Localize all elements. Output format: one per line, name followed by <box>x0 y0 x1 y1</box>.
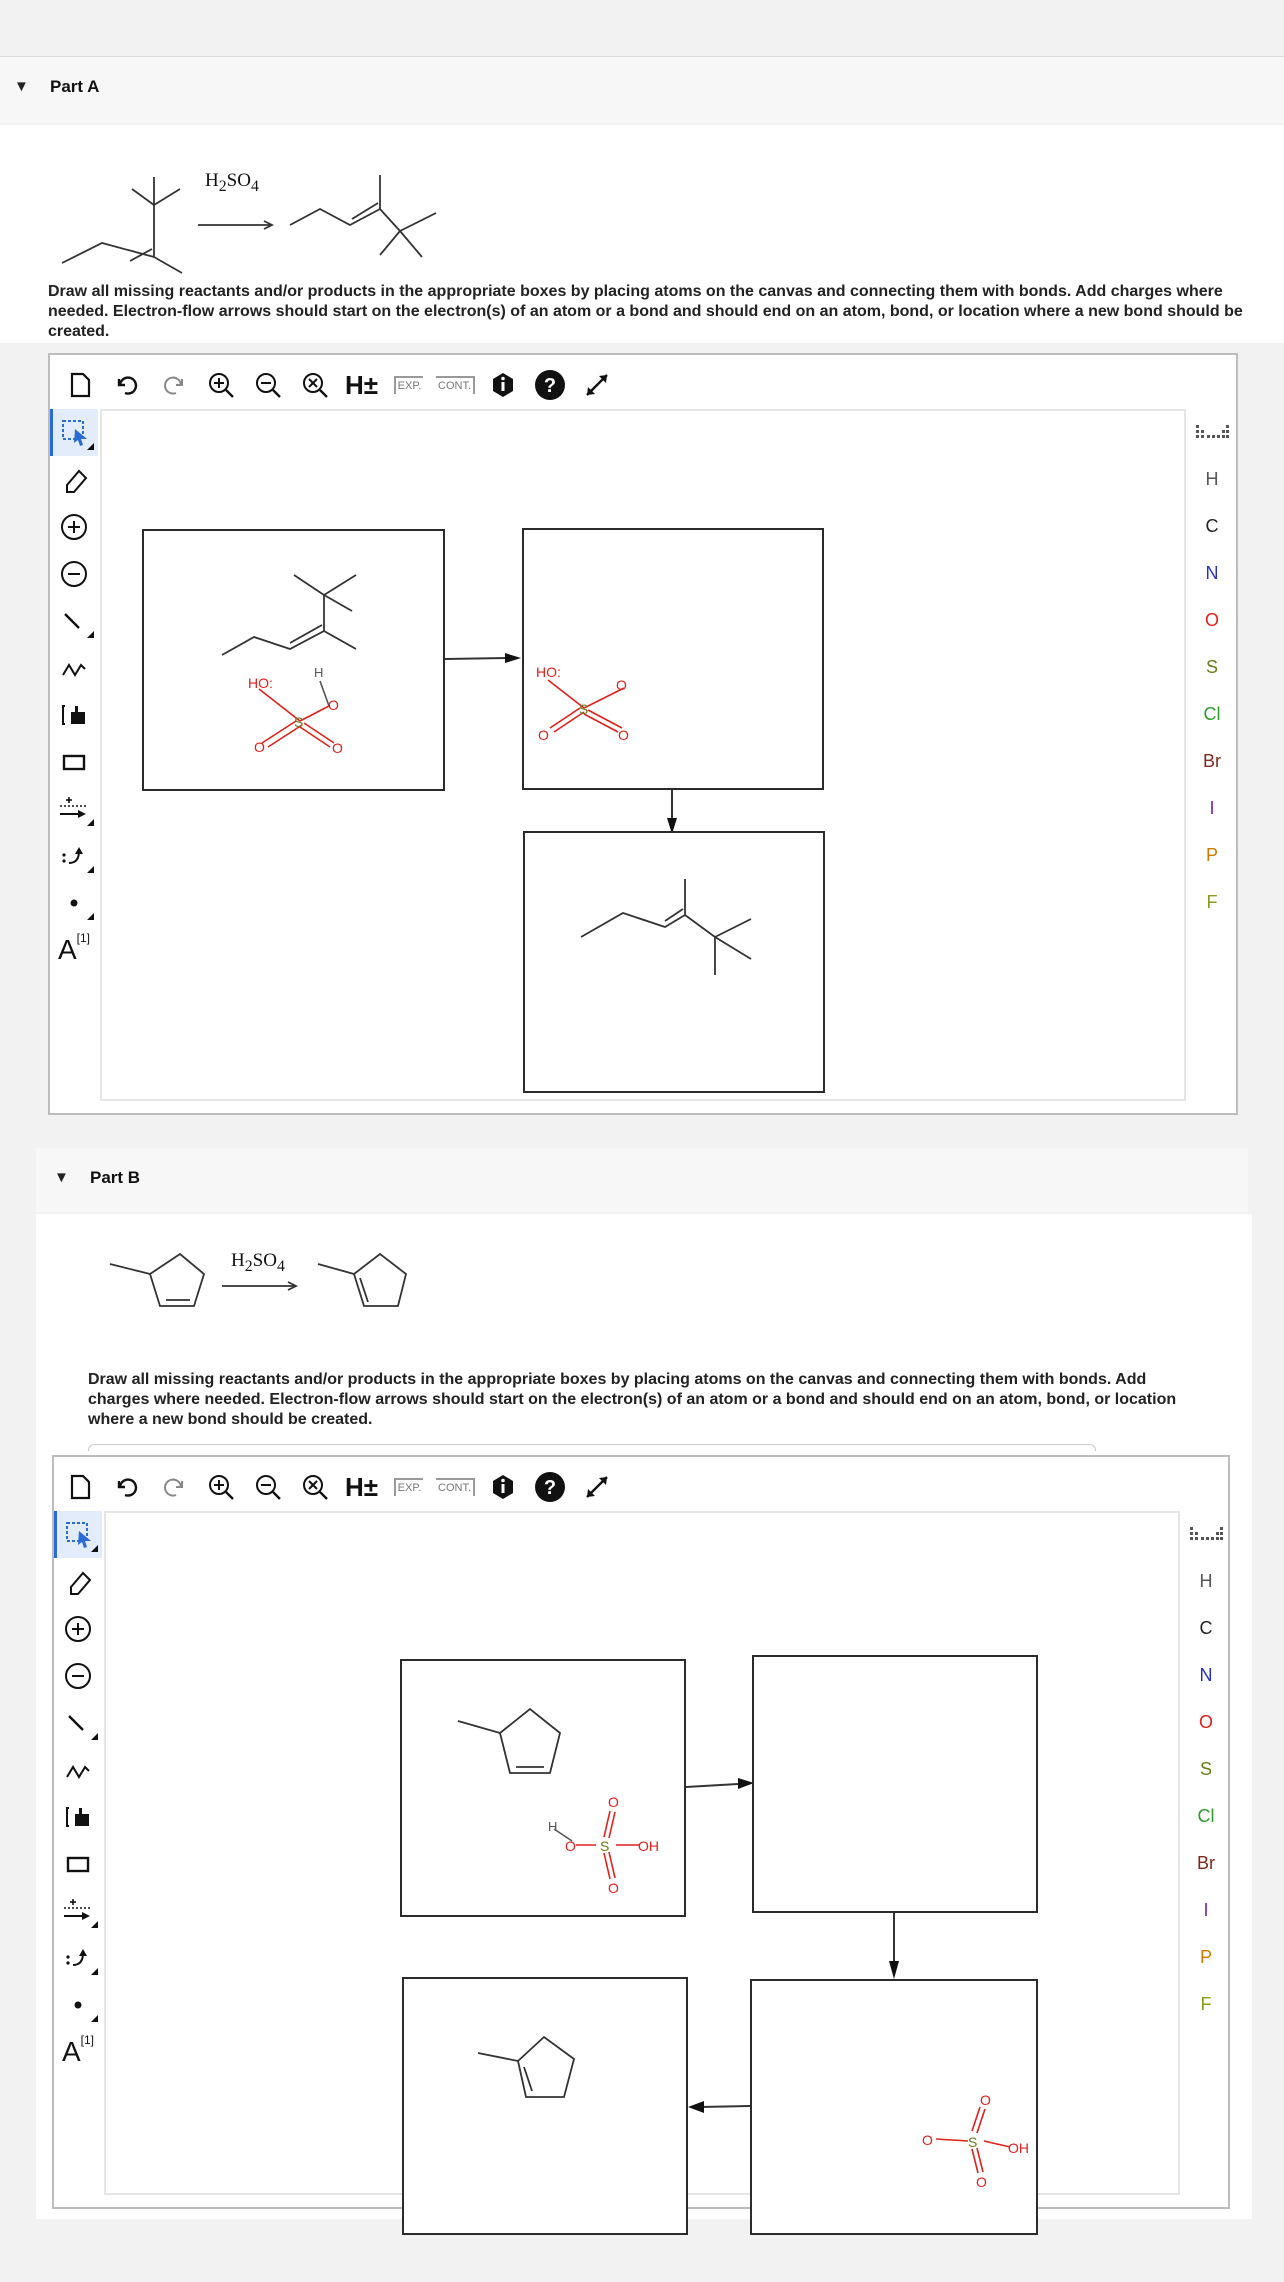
svg-text:O: O <box>565 1838 576 1854</box>
element-palette <box>1192 409 1232 926</box>
reaction-arrow-icon[interactable] <box>54 1887 102 1934</box>
fullscreen-icon[interactable] <box>573 1465 620 1509</box>
svg-text:H: H <box>314 665 324 680</box>
expand-button[interactable]: EXP. <box>385 1465 432 1509</box>
left-toolbar <box>50 409 98 973</box>
radical-dot-icon[interactable] <box>50 879 98 926</box>
collapse-caret-icon[interactable]: ▼ <box>54 1169 69 1186</box>
reactant-molecules <box>402 1661 686 1917</box>
svg-text:S: S <box>579 701 589 717</box>
undo-icon[interactable] <box>103 1465 150 1509</box>
electron-flow-arrow-icon[interactable] <box>54 1934 102 1981</box>
template-tool-icon[interactable] <box>54 1793 102 1840</box>
editor-toolbar <box>56 1465 620 1509</box>
help-icon[interactable] <box>526 1465 573 1509</box>
element-h[interactable]: H <box>1199 1571 1213 1591</box>
svg-text:O: O <box>980 2092 991 2108</box>
element-s[interactable]: S <box>1205 657 1218 677</box>
fullscreen-icon[interactable] <box>573 363 620 407</box>
rectangle-box-icon[interactable] <box>54 1840 102 1887</box>
info-icon[interactable] <box>479 1465 526 1509</box>
negative-charge-icon[interactable] <box>54 1652 102 1699</box>
element-n[interactable]: N <box>1205 563 1219 583</box>
single-bond-icon[interactable] <box>50 597 98 644</box>
svg-text:O: O <box>608 1794 619 1810</box>
svg-text:O: O <box>616 677 627 693</box>
svg-text:OH: OH <box>1008 2140 1029 2156</box>
reaction-arrow-left[interactable] <box>686 2097 752 2117</box>
part-b-reagent: $H_2SO_4$ <box>231 1250 285 1275</box>
svg-text:HO:: HO: <box>536 664 561 680</box>
collapse-caret-icon[interactable]: ▼ <box>14 78 29 95</box>
zoom-reset-icon[interactable] <box>291 1465 338 1509</box>
reaction-arrow-icon[interactable] <box>50 785 98 832</box>
part-b-editor <box>52 1455 1230 2209</box>
element-c[interactable]: C <box>1199 1618 1213 1638</box>
svg-text:OH: OH <box>638 1838 659 1854</box>
element-palette <box>1186 1511 1226 2028</box>
periodic-table-icon[interactable] <box>1192 409 1232 456</box>
zoom-reset-icon[interactable] <box>291 363 338 407</box>
svg-text:?: ? <box>543 1477 556 1499</box>
template-tool-icon[interactable] <box>50 691 98 738</box>
chain-tool-icon[interactable] <box>54 1746 102 1793</box>
undo-icon[interactable] <box>103 363 150 407</box>
element-br[interactable]: Br <box>1203 751 1221 771</box>
svg-text:O: O <box>608 1880 619 1896</box>
part-a-title: Part A <box>50 77 100 96</box>
info-icon[interactable] <box>479 363 526 407</box>
help-icon[interactable] <box>526 363 573 407</box>
part-b-header[interactable] <box>36 1148 1248 1212</box>
expand-button[interactable]: EXP. <box>385 363 432 407</box>
svg-text:O: O <box>332 740 343 756</box>
part-a-editor <box>48 353 1238 1115</box>
text-tool[interactable]: A [1] <box>61 2032 95 2067</box>
svg-text:S: S <box>294 714 304 730</box>
element-s[interactable]: S <box>1199 1759 1212 1779</box>
redo-icon[interactable] <box>150 1465 197 1509</box>
reaction-arrow[interactable] <box>445 649 525 669</box>
svg-text:S: S <box>968 2134 978 2150</box>
element-i[interactable]: I <box>1209 798 1215 818</box>
zoom-in-icon[interactable] <box>197 1465 244 1509</box>
new-document-icon[interactable] <box>56 1465 103 1509</box>
svg-text:O: O <box>328 697 339 713</box>
eraser-icon[interactable] <box>50 456 98 503</box>
radical-dot-icon[interactable] <box>54 1981 102 2028</box>
new-document-icon[interactable] <box>56 363 103 407</box>
product-box[interactable] <box>402 1977 688 2235</box>
svg-text:H: H <box>548 1819 558 1834</box>
svg-text:O: O <box>618 727 629 743</box>
product-box[interactable] <box>523 831 825 1093</box>
reactant-box[interactable] <box>142 529 445 791</box>
element-o[interactable]: O <box>1198 1712 1213 1732</box>
product-molecule <box>404 1979 688 2235</box>
redo-icon[interactable] <box>150 363 197 407</box>
element-f[interactable]: F <box>1200 1994 1212 2014</box>
part-b-instructions: Draw all missing reactants and/or products in the appropriate boxes by placing atoms on the canvas and connecting them with bonds. Add charges where needed. Electron-flow arrows should start on the electron(s) of an atom or a bond and should end on an atom, bond, or location where a new bond should be created. <box>88 1371 1177 1428</box>
text-tool[interactable]: A [1] <box>57 930 91 965</box>
element-cl[interactable]: Cl <box>1197 1806 1215 1826</box>
element-h[interactable]: H <box>1205 469 1219 489</box>
zoom-in-icon[interactable] <box>197 363 244 407</box>
contract-button[interactable]: CONT. <box>432 363 479 407</box>
chain-tool-icon[interactable] <box>50 644 98 691</box>
part-a-instructions: Draw all missing reactants and/or products in the appropriate boxes by placing atoms on the canvas and connecting them with bonds. Add charges where needed. Electron-flow arrows should start on the electron(s) of an atom or a bond and should end on an atom, bond, or location where a new bond should be created. <box>48 283 1243 340</box>
element-p[interactable]: P <box>1199 1947 1212 1967</box>
intermediate-box-2[interactable] <box>750 1979 1038 2235</box>
hydrogen-toggle-button[interactable]: H± <box>344 369 379 400</box>
svg-text:O: O <box>538 727 549 743</box>
reaction-arrow-down[interactable] <box>662 790 682 836</box>
reaction-arrow-down[interactable] <box>884 1913 904 1983</box>
hydrogen-toggle-button[interactable]: H± <box>344 1471 379 1502</box>
intermediate-box[interactable] <box>522 528 824 790</box>
left-toolbar <box>54 1511 102 2075</box>
single-bond-icon[interactable] <box>54 1699 102 1746</box>
element-p[interactable]: P <box>1205 845 1218 865</box>
reactant-molecule <box>144 531 444 791</box>
rectangle-box-icon[interactable] <box>50 738 98 785</box>
svg-text:O: O <box>922 2132 933 2148</box>
element-n[interactable]: N <box>1199 1665 1213 1685</box>
svg-text:HO:: HO: <box>248 675 273 691</box>
part-a-body <box>0 125 1284 343</box>
instructions-divider <box>88 1444 1096 1451</box>
bisulfate-molecule <box>752 1981 1038 2235</box>
svg-text:?: ? <box>543 375 556 397</box>
part-a-header[interactable] <box>0 57 1284 123</box>
reactant-box[interactable] <box>400 1659 686 1917</box>
element-o[interactable]: O <box>1204 610 1219 630</box>
drawing-canvas[interactable] <box>104 1511 1180 2195</box>
zoom-out-icon[interactable] <box>244 363 291 407</box>
contract-button[interactable]: CONT. <box>432 1465 479 1509</box>
drawing-canvas[interactable] <box>100 409 1186 1101</box>
element-c[interactable]: C <box>1205 516 1219 536</box>
part-a-reaction-scheme <box>50 145 470 285</box>
electron-flow-arrow-icon[interactable] <box>50 832 98 879</box>
select-tool[interactable] <box>50 409 98 456</box>
reaction-arrow[interactable] <box>686 1775 756 1795</box>
part-a-reagent: $H_2SO_4$ <box>205 170 259 195</box>
part-b-title: Part B <box>90 1168 141 1187</box>
svg-text:O: O <box>254 739 265 755</box>
element-cl[interactable]: Cl <box>1203 704 1221 724</box>
eraser-icon[interactable] <box>54 1558 102 1605</box>
element-i[interactable]: I <box>1203 1900 1209 1920</box>
svg-text:S: S <box>600 1838 610 1854</box>
select-tool[interactable] <box>54 1511 102 1558</box>
positive-charge-icon[interactable] <box>50 503 98 550</box>
svg-text:O: O <box>976 2174 987 2190</box>
product-molecule <box>525 833 825 1093</box>
element-f[interactable]: F <box>1206 892 1218 912</box>
editor-toolbar <box>56 363 620 407</box>
positive-charge-icon[interactable] <box>54 1605 102 1652</box>
intermediate-box[interactable] <box>752 1655 1038 1913</box>
zoom-out-icon[interactable] <box>244 1465 291 1509</box>
sulfuric-acid-molecule <box>524 530 824 790</box>
element-br[interactable]: Br <box>1197 1853 1215 1873</box>
negative-charge-icon[interactable] <box>50 550 98 597</box>
periodic-table-icon[interactable] <box>1186 1511 1226 1558</box>
